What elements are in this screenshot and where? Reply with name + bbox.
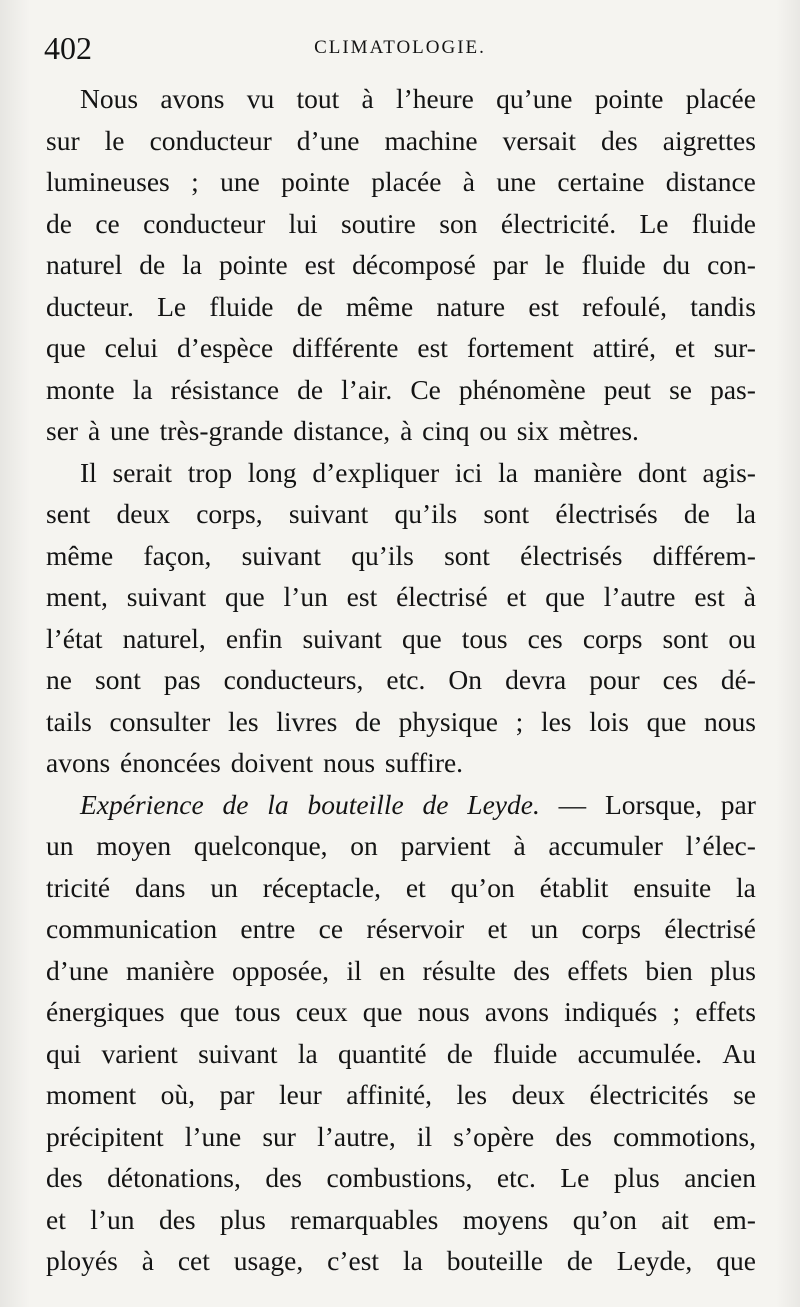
text-line: lumineuses ; une pointe placée à une certaine distance: [46, 166, 756, 197]
text-line: sent deux corps, suivant qu’ils sont électrisés de la: [46, 498, 756, 529]
text-line: d’une manière opposée, il en résulte des effets bien plus: [46, 954, 756, 986]
text-line: tails consulter les livres de physique ; les lois que nous: [46, 705, 756, 737]
text-line: des détonations, des combustions, etc. Le plus ancien: [46, 1162, 756, 1193]
text-line: sur le conducteur d’une machine versait des aigrettes: [46, 124, 756, 156]
text-line: tricité dans un réceptacle, et qu’on établit ensuite la: [46, 871, 756, 903]
text-line: ser à une très-grande distance, à cinq ou six mètres.: [46, 415, 639, 446]
text-line: moment où, par leur affinité, les deux électricités se: [46, 1079, 756, 1110]
text-line: que celui d’espèce différente est fortement attiré, et sur-: [46, 332, 756, 363]
running-head: CLIMATOLOGIE.: [314, 37, 486, 58]
text-line: ment, suivant que l’un est électrisé et que l’autre est à: [46, 581, 756, 612]
body-text: [46, 78, 756, 1282]
text-line: précipitent l’une sur l’autre, il s’opère des commotions,: [46, 1120, 756, 1152]
text-line: l’état naturel, enfin suivant que tous ces corps sont ou: [46, 622, 756, 654]
text-line: Expérience de la bouteille de Leyde. — Lorsque, par: [80, 788, 756, 820]
text-line: de ce conducteur lui soutire son électricité. Le fluide: [46, 207, 756, 239]
text-line: ne sont pas conducteurs, etc. On devra pour ces dé-: [46, 664, 756, 695]
text-line: naturel de la pointe est décomposé par le fluide du con-: [46, 249, 756, 280]
text-line: même façon, suivant qu’ils sont électrisés différem-: [46, 539, 756, 571]
page-number: 402: [44, 30, 92, 66]
text-line: monte la résistance de l’air. Ce phénomène peut se pas-: [46, 373, 756, 405]
text-line: ducteur. Le fluide de même nature est refoulé, tandis: [46, 290, 756, 322]
text-line: communication entre ce réservoir et un corps électrisé: [46, 913, 756, 944]
text-line: Il serait trop long d’expliquer ici la manière dont agis-: [80, 456, 756, 488]
text-line: Nous avons vu tout à l’heure qu’une pointe placée: [80, 83, 756, 114]
text-line: énergiques que tous ceux que nous avons indiqués ; effets: [46, 996, 756, 1027]
text-line: ployés à cet usage, c’est la bouteille de Leyde, que: [46, 1245, 756, 1276]
text-line: et l’un des plus remarquables moyens qu’on ait em-: [46, 1203, 756, 1235]
text-line: un moyen quelconque, on parvient à accumuler l’élec-: [46, 830, 756, 861]
text-line: avons énoncées doivent nous suffire.: [46, 747, 464, 778]
text-line: qui varient suivant la quantité de fluide accumulée. Au: [46, 1037, 756, 1069]
